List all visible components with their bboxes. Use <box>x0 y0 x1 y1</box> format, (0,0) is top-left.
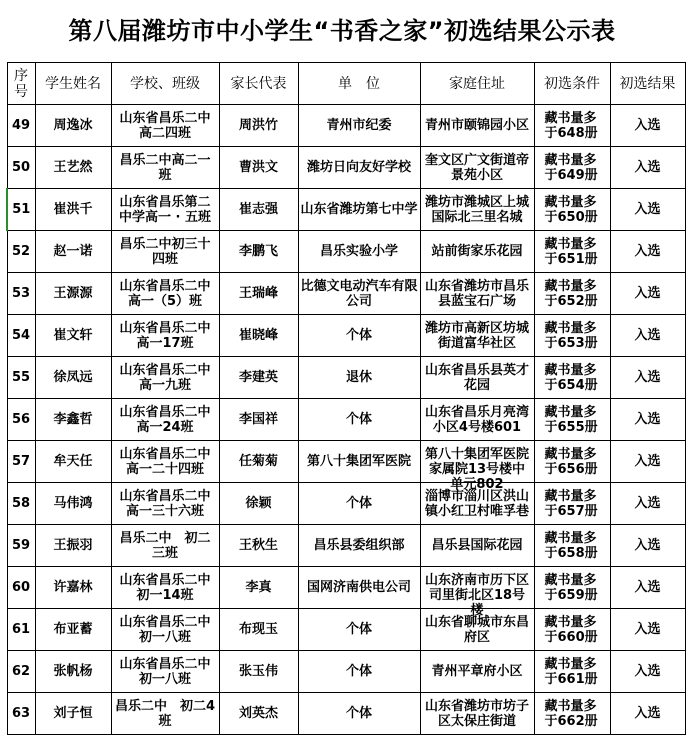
cell-address-text: 淄博市淄川区洪山镇小红卫村唯孚巷 <box>424 488 529 519</box>
cell-seq <box>7 567 35 609</box>
cell-result <box>610 147 685 189</box>
cell-condition-text: 藏书量多于653册 <box>544 320 598 351</box>
cell-result <box>610 525 685 567</box>
table-row <box>7 273 685 315</box>
cell-name-text: 王源源 <box>53 286 93 301</box>
cell-result <box>610 441 685 483</box>
cell-result <box>610 651 685 693</box>
cell-school-text: 山东省昌乐二中初一八班 <box>119 656 211 687</box>
cell-seq <box>7 189 35 231</box>
cell-school <box>111 147 219 189</box>
cell-unit-text: 昌乐实验小学 <box>319 244 398 259</box>
cell-address <box>420 693 534 735</box>
table-row <box>7 525 685 567</box>
header-address: 家庭住址 <box>420 63 534 105</box>
cell-parent <box>219 609 298 651</box>
cell-seq-text: 49 <box>11 118 31 133</box>
cell-name <box>35 483 111 525</box>
cell-name-text: 崔洪千 <box>53 202 93 217</box>
table-row <box>7 105 685 147</box>
cell-parent <box>219 147 298 189</box>
cell-result-text: 入选 <box>634 160 661 175</box>
cell-name <box>35 189 111 231</box>
cell-condition <box>534 399 610 441</box>
cell-school-text: 昌乐二中初三十四班 <box>119 236 211 267</box>
cell-unit-text: 个体 <box>345 496 372 511</box>
cell-school-text: 山东省昌乐二中高一九班 <box>119 362 211 393</box>
cell-name <box>35 525 111 567</box>
cell-unit <box>298 651 420 693</box>
cell-condition-text: 藏书量多于654册 <box>544 362 598 393</box>
header-row <box>7 63 685 105</box>
cell-result-text: 入选 <box>634 286 661 301</box>
cell-condition <box>534 567 610 609</box>
cell-unit <box>298 105 420 147</box>
cell-parent <box>219 693 298 735</box>
cell-unit <box>298 609 420 651</box>
cell-seq-text: 54 <box>11 328 31 343</box>
cell-address <box>420 567 534 618</box>
cell-result <box>610 273 685 315</box>
cell-unit-text: 比德文电动汽车有限公司 <box>300 278 418 309</box>
cell-condition-text: 藏书量多于655册 <box>544 404 598 435</box>
cell-unit <box>298 441 420 483</box>
cell-condition <box>534 693 610 735</box>
table-row <box>7 651 685 693</box>
cell-parent-text: 布现玉 <box>238 622 278 637</box>
cell-seq <box>7 399 35 441</box>
cell-parent-text: 刘英杰 <box>238 706 278 721</box>
cell-address <box>420 105 534 147</box>
cell-address-text: 山东省昌乐月亮湾小区4号楼601 <box>424 404 529 435</box>
cell-seq <box>7 693 35 735</box>
cell-parent <box>219 231 298 273</box>
cell-condition <box>534 525 610 567</box>
cell-school <box>111 567 219 609</box>
cell-seq <box>7 609 35 651</box>
cell-parent-text: 徐颖 <box>245 496 272 511</box>
cell-parent-text: 曹洪文 <box>238 160 278 175</box>
header-parent: 家长代表 <box>219 63 298 105</box>
cell-name-text: 布亚蓄 <box>53 622 93 637</box>
cell-condition <box>534 357 610 399</box>
cell-address-text: 站前街家乐花园 <box>431 244 523 259</box>
cell-result-text: 入选 <box>634 496 661 511</box>
results-table <box>6 62 686 735</box>
cell-seq <box>7 147 35 189</box>
cell-result <box>610 399 685 441</box>
cell-name <box>35 315 111 357</box>
cell-condition <box>534 231 610 273</box>
cell-address <box>420 231 534 273</box>
cell-condition-text: 藏书量多于656册 <box>544 446 598 477</box>
cell-unit <box>298 315 420 357</box>
cell-seq-text: 63 <box>11 706 31 721</box>
cell-address-text: 山东济南市历下区司里街北区18号楼 <box>424 572 529 618</box>
cell-unit-text: 昌乐县委组织部 <box>313 538 405 553</box>
table-row <box>7 189 685 231</box>
cell-school <box>111 483 219 525</box>
cell-parent-text: 张玉伟 <box>238 664 278 679</box>
cell-unit-text: 个体 <box>345 622 372 637</box>
cell-name-text: 张帆杨 <box>53 664 93 679</box>
cell-school <box>111 651 219 693</box>
cell-seq <box>7 483 35 525</box>
cell-seq <box>7 273 35 315</box>
cell-condition-text: 藏书量多于659册 <box>544 572 598 603</box>
cell-result <box>610 357 685 399</box>
cell-condition-text: 藏书量多于657册 <box>544 488 598 519</box>
cell-seq-text: 55 <box>11 370 31 385</box>
cell-unit-text: 青州市纪委 <box>326 118 392 133</box>
cell-unit-text: 个体 <box>345 328 372 343</box>
cell-unit-text: 国网济南供电公司 <box>306 580 411 595</box>
cell-address-text: 奎文区广文街道帝景苑小区 <box>424 152 529 183</box>
cell-condition-text: 藏书量多于658册 <box>544 530 598 561</box>
header-name: 学生姓名 <box>35 63 111 105</box>
cell-seq-text: 58 <box>11 496 31 511</box>
table-row <box>7 693 685 735</box>
cell-school <box>111 399 219 441</box>
cell-name-text: 徐凤远 <box>53 370 93 385</box>
cell-unit <box>298 567 420 609</box>
cell-address <box>420 609 534 651</box>
cell-result-text: 入选 <box>634 538 661 553</box>
cell-school <box>111 231 219 273</box>
cell-condition <box>534 651 610 693</box>
cell-address-text: 青州平章府小区 <box>431 664 523 679</box>
cell-school-text: 山东省昌乐二中高一二十四班 <box>119 446 211 477</box>
cell-condition-text: 藏书量多于660册 <box>544 614 598 645</box>
cell-result <box>610 189 685 231</box>
cell-address-text: 山东省聊城市东昌府区 <box>424 614 529 645</box>
cell-unit-text: 个体 <box>345 664 372 679</box>
cell-seq <box>7 231 35 273</box>
cell-unit <box>298 231 420 273</box>
cell-name-text: 周逸冰 <box>53 118 93 133</box>
cell-name <box>35 609 111 651</box>
header-school: 学校、班级 <box>111 63 219 105</box>
cell-unit <box>298 357 420 399</box>
header-unit: 单 位 <box>298 63 420 105</box>
cell-condition <box>534 273 610 315</box>
cell-parent-text: 周洪竹 <box>238 118 278 133</box>
cell-seq-text: 57 <box>11 454 31 469</box>
cell-seq-text: 59 <box>11 538 31 553</box>
cell-unit-text: 潍坊日向友好学校 <box>306 160 411 175</box>
cell-school <box>111 189 219 231</box>
cell-result-text: 入选 <box>634 622 661 637</box>
cell-school <box>111 609 219 651</box>
cell-name-text: 马伟鸿 <box>53 496 93 511</box>
cell-name <box>35 231 111 273</box>
cell-school <box>111 273 219 315</box>
cell-name <box>35 147 111 189</box>
cell-seq <box>7 357 35 399</box>
cell-school-text: 山东省昌乐二中高二四班 <box>119 110 211 141</box>
cell-seq-text: 52 <box>11 244 31 259</box>
cell-name-text: 牟天任 <box>53 454 93 469</box>
cell-address <box>420 273 534 315</box>
cell-seq <box>7 651 35 693</box>
cell-seq-text: 61 <box>11 622 31 637</box>
cell-address-text: 山东省潍坊市坊子区太保庄街道 <box>424 698 529 729</box>
cell-unit <box>298 483 420 525</box>
table-row <box>7 483 685 525</box>
page-title: 第八届潍坊市中小学生“书香之家”初选结果公示表 <box>68 17 616 45</box>
cell-name <box>35 357 111 399</box>
cell-result <box>610 315 685 357</box>
cell-address-text: 昌乐县国际花园 <box>431 538 523 553</box>
cell-condition-text: 藏书量多于661册 <box>544 656 598 687</box>
cell-address <box>420 357 534 399</box>
cell-unit <box>298 273 420 315</box>
cell-seq-text: 51 <box>12 202 31 217</box>
cell-result-text: 入选 <box>634 706 661 721</box>
cell-condition-text: 藏书量多于650册 <box>544 194 598 225</box>
cell-result-text: 入选 <box>634 244 661 259</box>
cell-result-text: 入选 <box>634 580 661 595</box>
cell-unit-text: 个体 <box>345 412 372 427</box>
cell-parent <box>219 315 298 357</box>
cell-address <box>420 483 534 525</box>
cell-school-text: 山东省昌乐二中高一（5）班 <box>119 278 211 309</box>
cell-address-text: 山东省昌乐县英才花园 <box>424 362 529 393</box>
cell-result-text: 入选 <box>634 454 661 469</box>
cell-school <box>111 441 219 483</box>
cell-result <box>610 567 685 609</box>
cell-name-text: 李鑫哲 <box>53 412 93 427</box>
cell-unit-text: 退休 <box>345 370 372 385</box>
cell-condition <box>534 147 610 189</box>
cell-name <box>35 441 111 483</box>
cell-name <box>35 105 111 147</box>
cell-seq <box>7 525 35 567</box>
cell-result-text: 入选 <box>634 412 661 427</box>
cell-condition-text: 藏书量多于662册 <box>544 698 598 729</box>
cell-result <box>610 231 685 273</box>
cell-parent <box>219 483 298 525</box>
cell-school <box>111 315 219 357</box>
cell-school-text: 昌乐二中 初二三班 <box>119 530 211 561</box>
header-seq: 序号 <box>7 63 35 105</box>
cell-address-text: 青州市颐锦园小区 <box>424 118 529 133</box>
cell-parent <box>219 651 298 693</box>
cell-condition <box>534 315 610 357</box>
cell-address-text: 第八十集团军医院家属院13号楼中单元802 <box>424 446 529 492</box>
table-row <box>7 147 685 189</box>
cell-seq-text: 50 <box>11 160 31 175</box>
cell-parent <box>219 441 298 483</box>
table-row <box>7 357 685 399</box>
cell-address <box>420 525 534 567</box>
cell-parent-text: 李真 <box>245 580 272 595</box>
cell-name-text: 许嘉林 <box>53 580 93 595</box>
cell-school-text: 山东省昌乐二中初一14班 <box>119 572 211 603</box>
cell-school-text: 昌乐二中高二一班 <box>119 152 211 183</box>
cell-address <box>420 399 534 441</box>
cell-unit <box>298 147 420 189</box>
cell-result-text: 入选 <box>634 370 661 385</box>
cell-parent-text: 李建英 <box>238 370 278 385</box>
cell-name-text: 赵一诺 <box>53 244 93 259</box>
table-row <box>7 231 685 273</box>
cell-school-text: 山东省昌乐二中高一24班 <box>119 404 211 435</box>
cell-result <box>610 483 685 525</box>
cell-seq-text: 53 <box>11 286 31 301</box>
table-body <box>7 105 685 735</box>
cell-school-text: 山东省昌乐二中初一八班 <box>119 614 211 645</box>
cell-parent-text: 任菊菊 <box>238 454 278 469</box>
table-row <box>7 609 685 651</box>
cell-school <box>111 105 219 147</box>
cell-unit <box>298 525 420 567</box>
cell-name-text: 崔文轩 <box>53 328 93 343</box>
cell-name <box>35 273 111 315</box>
cell-seq <box>7 441 35 483</box>
cell-parent <box>219 189 298 231</box>
cell-parent <box>219 357 298 399</box>
cell-name-text: 刘子恒 <box>53 706 93 721</box>
cell-address-text: 潍坊市潍城区上城国际北三里名城 <box>424 194 529 225</box>
cell-unit-text: 第八十集团军医院 <box>306 454 411 469</box>
table-row <box>7 441 685 483</box>
cell-school-text: 昌乐二中 初二4班 <box>114 698 216 729</box>
cell-condition-text: 藏书量多于651册 <box>544 236 598 267</box>
cell-school-text: 山东省昌乐二中高一三十六班 <box>119 488 211 519</box>
cell-parent-text: 崔晓峰 <box>238 328 278 343</box>
cell-seq-text: 56 <box>11 412 31 427</box>
cell-parent <box>219 105 298 147</box>
cell-name <box>35 399 111 441</box>
cell-parent <box>219 273 298 315</box>
cell-condition-text: 藏书量多于648册 <box>544 110 598 141</box>
cell-seq-text: 62 <box>11 664 31 679</box>
cell-name <box>35 693 111 735</box>
cell-condition <box>534 189 610 231</box>
cell-condition <box>534 105 610 147</box>
cell-result-text: 入选 <box>634 202 661 217</box>
cell-unit <box>298 189 420 231</box>
cell-parent <box>219 525 298 567</box>
cell-unit <box>298 693 420 735</box>
cell-parent <box>219 567 298 609</box>
table-row <box>7 399 685 441</box>
cell-result <box>610 693 685 735</box>
cell-unit-text: 个体 <box>345 706 372 721</box>
cell-school <box>111 693 219 735</box>
cell-name <box>35 651 111 693</box>
cell-result-text: 入选 <box>634 118 661 133</box>
cell-result-text: 入选 <box>634 328 661 343</box>
cell-address <box>420 189 534 231</box>
cell-result-text: 入选 <box>634 664 661 679</box>
cell-parent-text: 崔志强 <box>238 202 278 217</box>
cell-school-text: 山东省昌乐二中高一17班 <box>119 320 211 351</box>
cell-seq <box>7 105 35 147</box>
cell-school <box>111 525 219 567</box>
cell-condition <box>534 609 610 651</box>
cell-address-text: 潍坊市高新区坊城街道富华社区 <box>424 320 529 351</box>
cell-parent-text: 李鹏飞 <box>238 244 278 259</box>
cell-address-text: 山东省潍坊市昌乐县蓝宝石广场 <box>424 278 529 309</box>
cell-school <box>111 357 219 399</box>
cell-condition-text: 藏书量多于652册 <box>544 278 598 309</box>
cell-seq-text: 60 <box>11 580 31 595</box>
cell-name-text: 王艺然 <box>53 160 93 175</box>
table-row <box>7 567 685 609</box>
cell-parent-text: 李国祥 <box>238 412 278 427</box>
header-condition: 初选条件 <box>534 63 610 105</box>
cell-seq <box>7 315 35 357</box>
cell-address <box>420 651 534 693</box>
cell-result <box>610 105 685 147</box>
cell-parent-text: 王瑞峰 <box>238 286 278 301</box>
cell-result <box>610 609 685 651</box>
cell-name <box>35 567 111 609</box>
cell-address <box>420 147 534 189</box>
header-result: 初选结果 <box>610 63 685 105</box>
cell-condition-text: 藏书量多于649册 <box>544 152 598 183</box>
cell-parent-text: 王秋生 <box>238 538 278 553</box>
cell-address <box>420 441 534 492</box>
cell-parent <box>219 399 298 441</box>
cell-name-text: 王振羽 <box>53 538 93 553</box>
cell-unit <box>298 399 420 441</box>
cell-school-text: 山东省昌乐第二中学高一 · 五班 <box>119 194 211 225</box>
cell-condition <box>534 441 610 483</box>
cell-address <box>420 315 534 357</box>
cell-condition <box>534 483 610 525</box>
cell-unit-text: 山东省潍坊第七中学 <box>300 202 418 217</box>
table-row <box>7 315 685 357</box>
